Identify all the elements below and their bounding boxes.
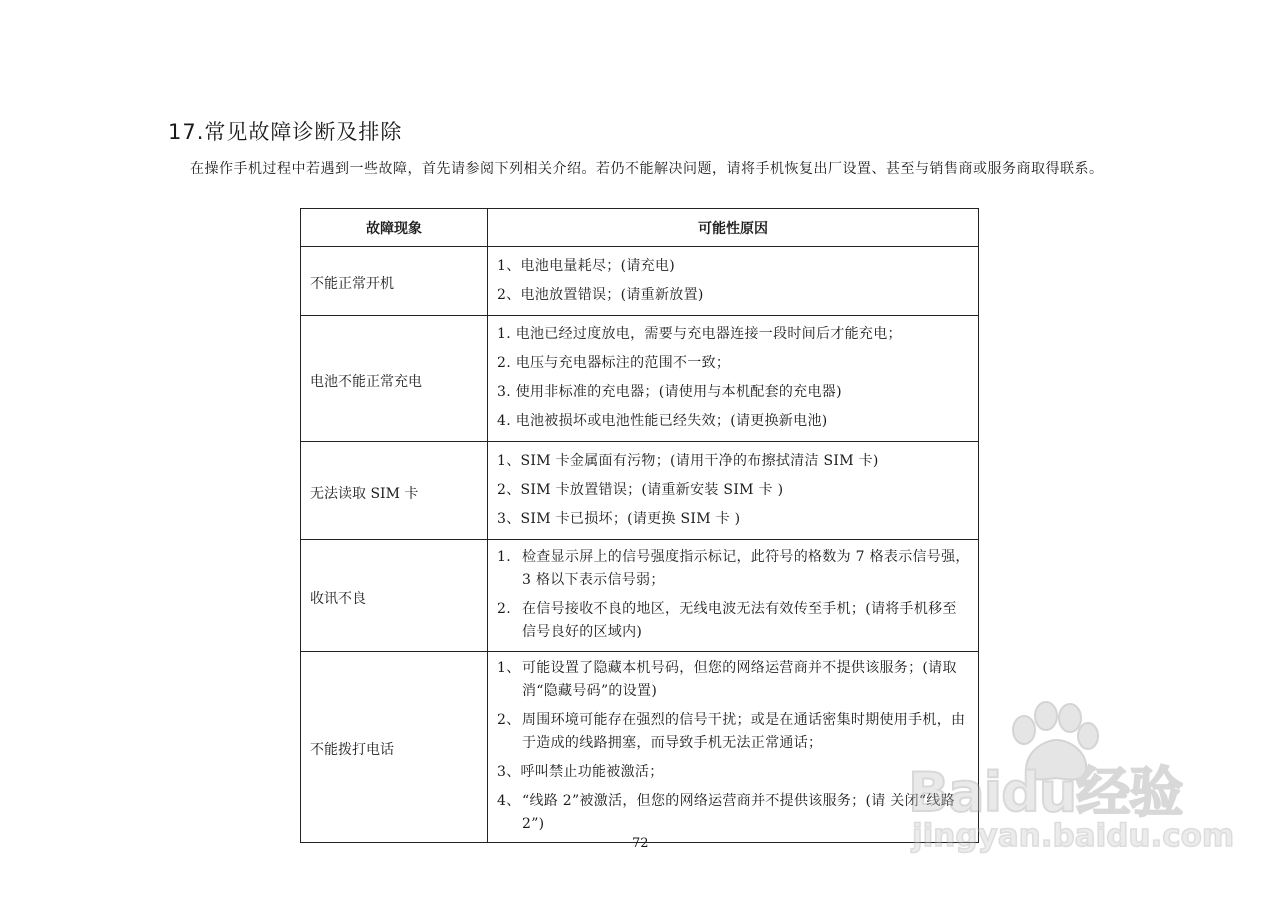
cause-item: 1、SIM 卡金属面有污物；(请用干净的布擦拭清洁 SIM 卡) (497, 452, 879, 469)
cause-number: 1. (497, 549, 511, 565)
cause-item: 2. 电压与充电器标注的范围不一致； (497, 355, 731, 371)
cause-number: 4、 (497, 793, 521, 809)
cause-item: 1、电池电量耗尽；(请充电) (497, 257, 676, 274)
header-cause: 可能性原因 (488, 209, 979, 247)
cause-number: 1、 (497, 660, 521, 676)
table-row (301, 442, 979, 540)
header-symptom: 故障现象 (301, 209, 488, 247)
table-row (301, 540, 979, 652)
cause-number: 2. (497, 601, 511, 617)
table-row (301, 316, 979, 442)
cause-text: 周围环境可能存在强烈的信号干扰；或是在通话密集时期使用手机，由于造成的线路拥塞，而导致手机无法正常通话； (522, 712, 966, 751)
cause-item (497, 598, 970, 644)
faults-table (300, 208, 979, 843)
page-number: 72 (632, 836, 649, 851)
cause-item (497, 790, 970, 836)
cause-cell (488, 316, 979, 442)
cause-item (497, 709, 970, 755)
cause-text: 在信号接收不良的地区，无线电波无法有效传至手机；(请将手机移至信号良好的区域内) (522, 601, 957, 640)
cause-cell (488, 442, 979, 540)
cause-item: 3、呼叫禁止功能被激活； (497, 764, 664, 780)
cause-item: 3. 使用非标准的充电器；(请使用与本机配套的充电器) (497, 384, 842, 400)
watermark-url: jingyan.baidu.com (912, 818, 1235, 854)
cause-item: 2、电池放置错误；(请重新放置) (497, 286, 704, 303)
paw-icon (996, 700, 1106, 784)
cause-item: 1. 电池已经过度放电，需要与充电器连接一段时间后才能充电； (497, 326, 902, 342)
symptom-cell: 无法读取 SIM 卡 (301, 442, 488, 540)
symptom-cell: 收讯不良 (301, 540, 488, 652)
cause-text: 可能设置了隐藏本机号码，但您的网络运营商并不提供该服务；(请取消“隐藏号码”的设置) (522, 660, 957, 699)
cause-cell (488, 540, 979, 652)
table-row (301, 247, 979, 316)
cause-text: 检查显示屏上的信号强度指示标记，此符号的格数为 7 格表示信号强，3 格以下表示信号弱； (522, 549, 970, 588)
symptom-cell: 不能拨打电话 (301, 652, 488, 843)
intro-paragraph: 在操作手机过程中若遇到一些故障，首先请参阅下列相关介绍。若仍不能解决问题，请将手机恢复出厂设置、甚至与销售商或服务商取得联系。 (190, 161, 1104, 177)
cause-text: “线路 2”被激活，但您的网络运营商并不提供该服务；(请 关闭“线路 2”) (522, 793, 955, 832)
cause-item: 2、SIM 卡放置错误；(请重新安装 SIM 卡 ) (497, 481, 784, 498)
cause-item: 3、SIM 卡已损坏；(请更换 SIM 卡 ) (497, 510, 741, 527)
cause-cell (488, 247, 979, 316)
symptom-cell: 电池不能正常充电 (301, 316, 488, 442)
cause-item: 4. 电池被损坏或电池性能已经失效；(请更换新电池) (497, 413, 828, 429)
table-row (301, 652, 979, 843)
cause-item (497, 657, 970, 703)
cause-item (497, 546, 970, 592)
symptom-cell: 不能正常开机 (301, 247, 488, 316)
cause-number: 2、 (497, 712, 521, 728)
cause-cell (488, 652, 979, 843)
section-title: 17.常见故障诊断及排除 (168, 120, 403, 144)
watermark-logo-text: Baidu经验 (908, 761, 1183, 824)
table-header-row (301, 209, 979, 247)
